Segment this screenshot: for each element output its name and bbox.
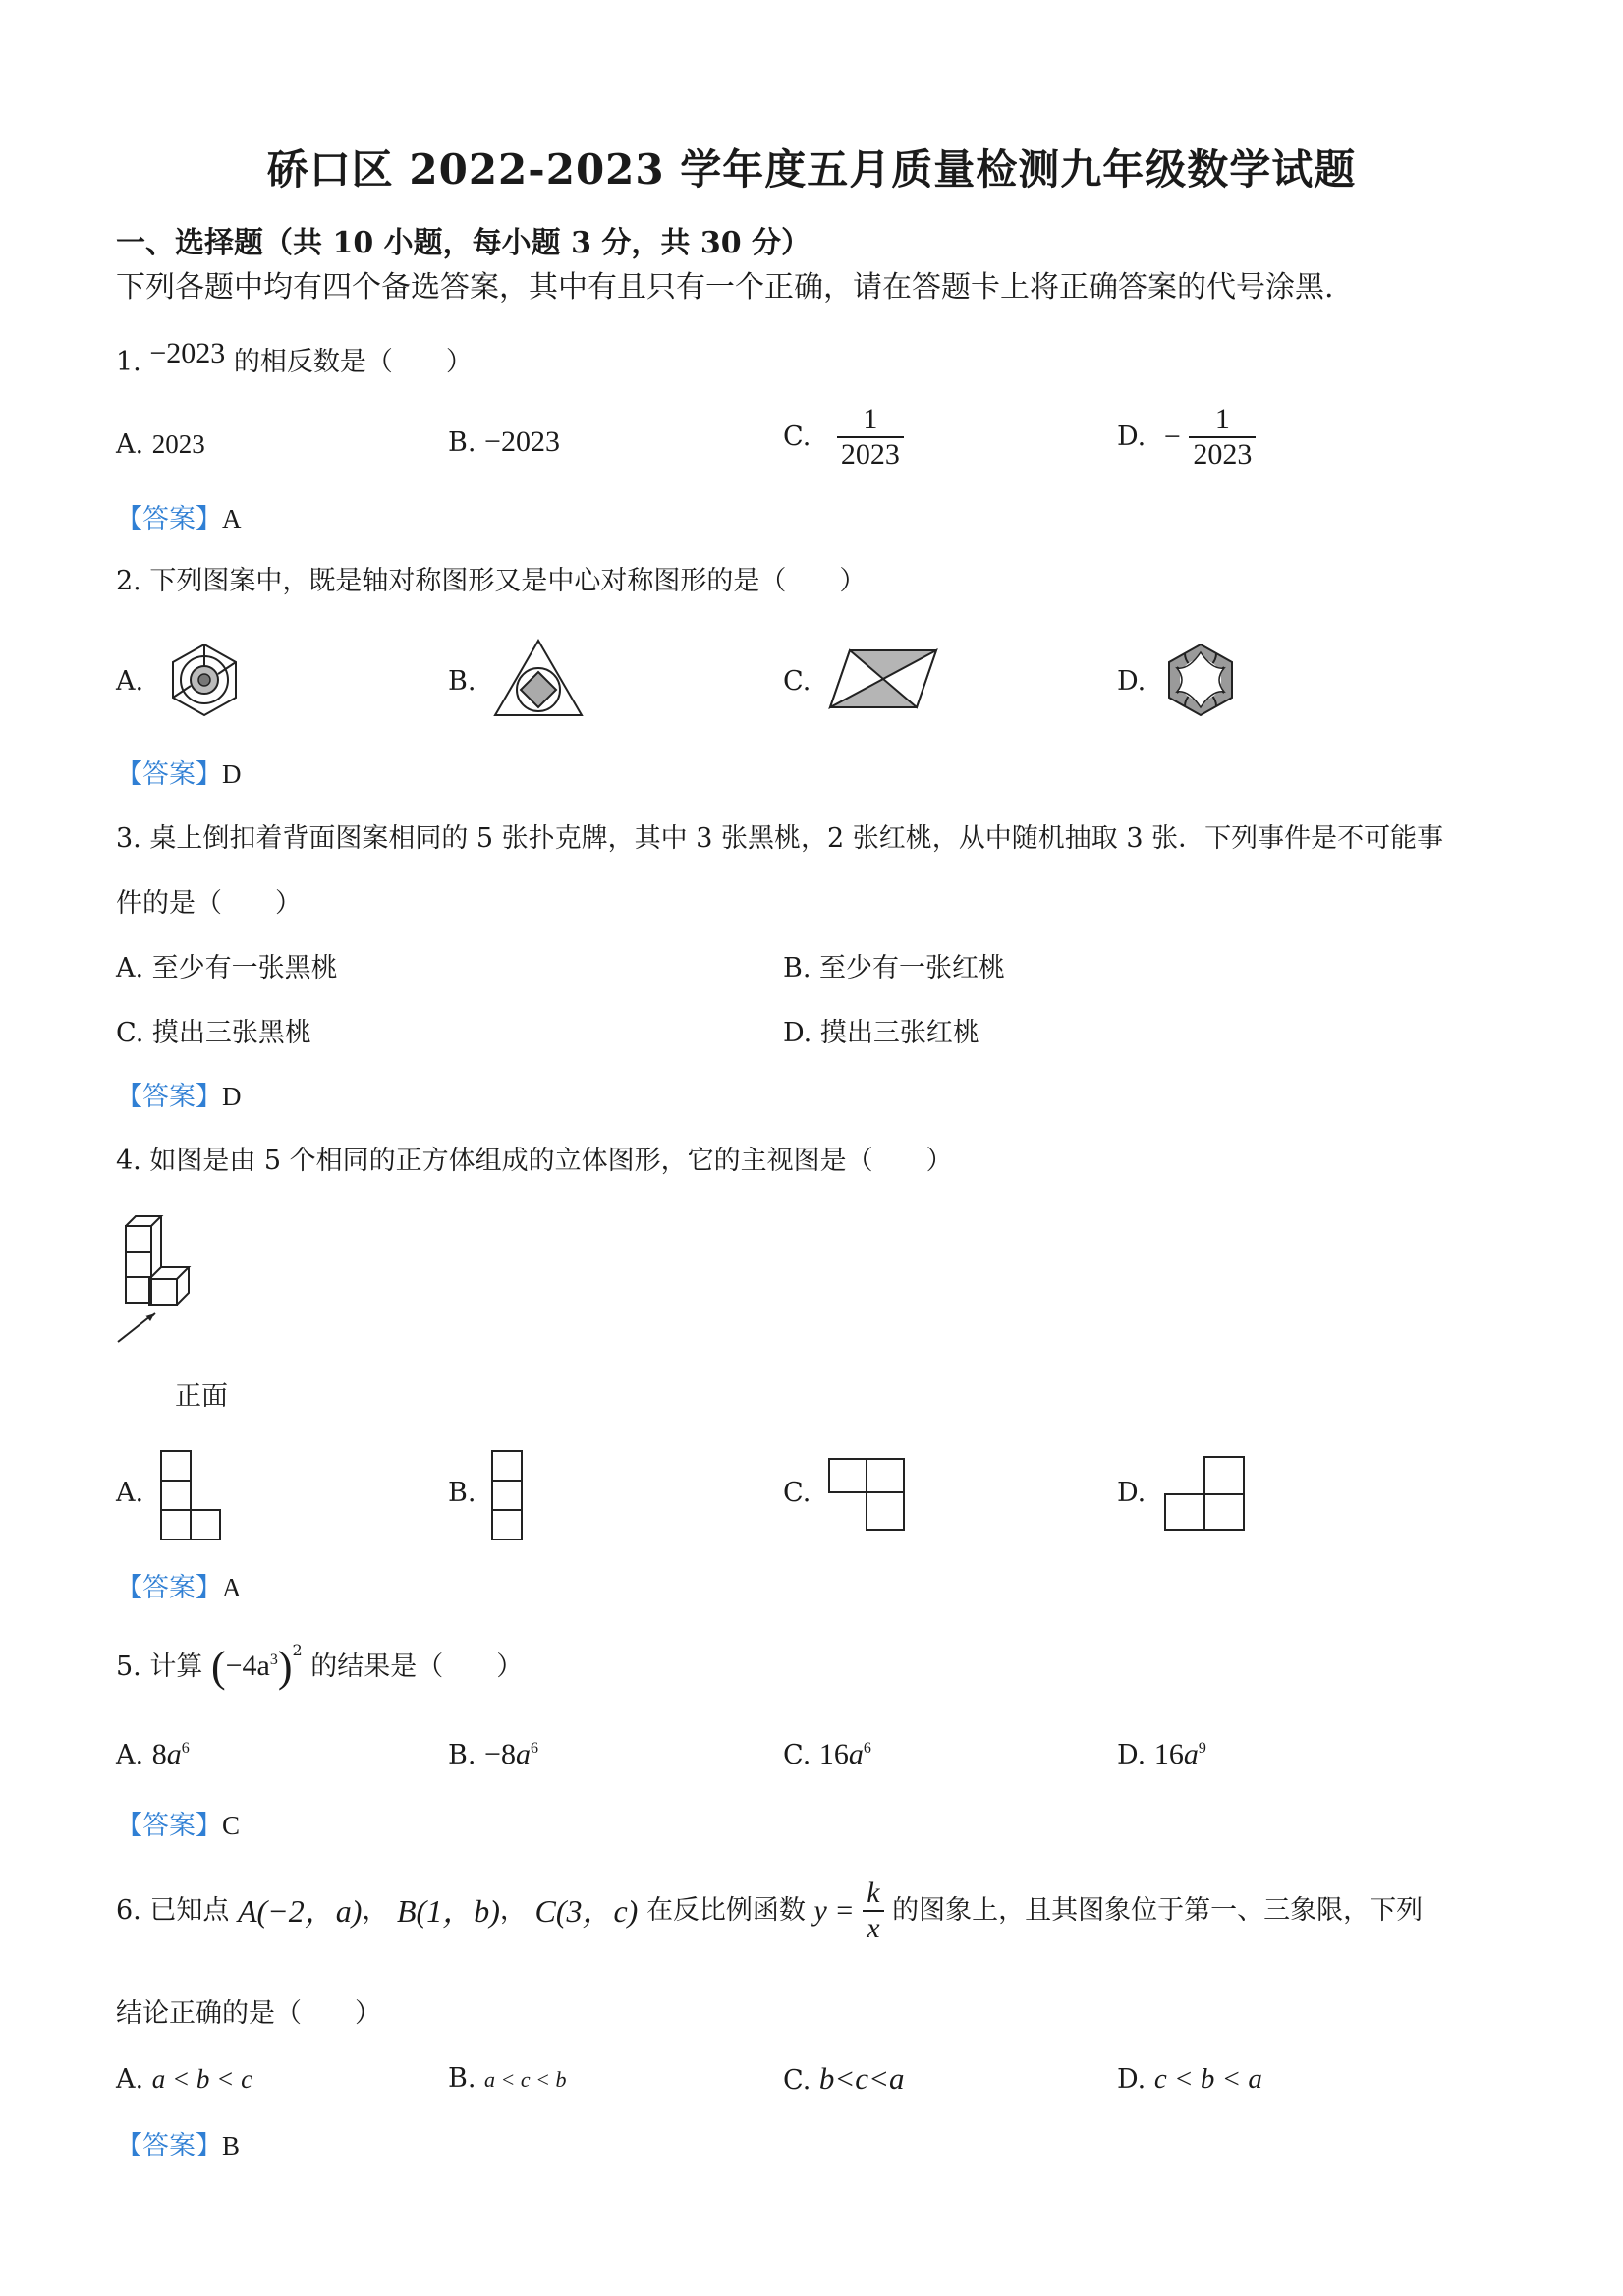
- q2-option-b-label[interactable]: B.: [448, 666, 476, 697]
- question-4-stem: 4. 如图是由 5 个相同的正方体组成的立体图形，它的主视图是（ ）: [116, 1146, 953, 1176]
- answer-value: C: [222, 1811, 241, 1840]
- q6-option-b[interactable]: [448, 2061, 567, 2098]
- answer-label: 【答案】: [116, 1082, 222, 1112]
- point-a: A(−2，a): [237, 1893, 363, 1929]
- fraction: [837, 403, 904, 472]
- right-paren: ): [277, 1643, 293, 1691]
- answer-value: D: [222, 759, 242, 789]
- q5-option-b[interactable]: [448, 1731, 538, 1773]
- q2-figure-c: [830, 648, 940, 709]
- option-label: A.: [116, 2064, 144, 2095]
- page-title: 硚口区 2022-2023 学年度五月质量检测九年级数学试题: [266, 145, 1357, 194]
- q5-answer: [116, 1808, 240, 1844]
- question-text: 5. 计算: [116, 1652, 203, 1682]
- option-value: 2023: [151, 429, 205, 459]
- q2-option-d-label[interactable]: D.: [1117, 666, 1147, 697]
- option-label: D.: [1117, 2064, 1147, 2095]
- variable: a: [1183, 1738, 1199, 1770]
- variable: a: [515, 1738, 531, 1770]
- q4-figure-c: [828, 1458, 907, 1533]
- q4-figure-a: [160, 1450, 223, 1540]
- q2-option-c-label[interactable]: C.: [783, 666, 812, 697]
- fraction-denominator: 2023: [1189, 436, 1256, 472]
- question-text: 的相反数是（ ）: [233, 347, 473, 377]
- option-label: C.: [783, 2065, 812, 2096]
- point-c: C(3，c): [534, 1893, 639, 1929]
- question-text-suffix: 的结果是（ ）: [310, 1652, 524, 1682]
- answer-label: 【答案】: [116, 1573, 222, 1603]
- q1-answer: [116, 501, 242, 537]
- fraction: [1189, 403, 1256, 472]
- fraction-denominator: x: [863, 1910, 883, 1945]
- answer-label: 【答案】: [116, 759, 222, 790]
- q6-option-a[interactable]: [116, 2061, 252, 2098]
- answer-value: B: [222, 2131, 241, 2160]
- question-2-stem: 2. 下列图案中，既是轴对称图形又是中心对称图形的是（ ）: [116, 566, 867, 596]
- q6-answer: [116, 2128, 240, 2164]
- point-b: B(1，b): [397, 1893, 500, 1929]
- q1-option-b[interactable]: [448, 424, 560, 461]
- math-base: [226, 1650, 278, 1682]
- function-lhs: y =: [813, 1894, 855, 1927]
- q3-option-c[interactable]: C. 摸出三张黑桃: [116, 1018, 311, 1048]
- answer-label: 【答案】: [116, 1811, 222, 1841]
- section-instruction: 下列各题中均有四个备选答案，其中有且只有一个正确，请在答题卡上将正确答案的代号涂黑.: [116, 270, 1334, 305]
- q2-answer: [116, 756, 242, 793]
- q1-option-d[interactable]: [1117, 403, 1256, 472]
- q6-option-d[interactable]: [1117, 2061, 1262, 2098]
- q3-option-b[interactable]: B. 至少有一张红桃: [783, 953, 1006, 983]
- fraction-numerator: 1: [1214, 403, 1230, 435]
- variable: a: [848, 1738, 864, 1770]
- option-label: C.: [783, 1740, 812, 1770]
- q3-answer: [116, 1079, 242, 1115]
- question-text-tail: 的图象上，且其图象位于第一、三象限，下列: [892, 1895, 1424, 1926]
- q4-option-a-label[interactable]: A.: [116, 1478, 144, 1508]
- q4-figure-b: [491, 1450, 525, 1540]
- question-6-stem-line2: 结论正确的是（ ）: [116, 1998, 381, 2029]
- question-3-stem-line1: 3. 桌上倒扣着背面图案相同的 5 张扑克牌，其中 3 张黑桃，2 张红桃，从中随机抽取 3 张．下列事件是不可能事: [116, 823, 1444, 854]
- question-number: 1.: [116, 347, 141, 377]
- option-label: B.: [448, 2063, 476, 2094]
- q3-option-d[interactable]: D. 摸出三张红桃: [783, 1018, 979, 1048]
- question-1-stem: [116, 337, 473, 380]
- q2-figure-d: [1161, 641, 1240, 719]
- option-value: a < b < c: [151, 2064, 253, 2094]
- separator: ，: [362, 1895, 389, 1926]
- q4-option-d-label[interactable]: D.: [1117, 1478, 1147, 1508]
- coefficient: 8: [151, 1738, 167, 1770]
- q2-figure-a: [165, 641, 244, 719]
- q5-option-c[interactable]: [783, 1731, 871, 1773]
- option-label: A.: [116, 429, 144, 460]
- coefficient: 16: [818, 1738, 849, 1770]
- fraction-numerator: 1: [863, 403, 878, 435]
- section-heading: 一、选择题（共 10 小题，每小题 3 分，共 30 分）: [116, 226, 812, 260]
- option-label: B.: [448, 1740, 476, 1770]
- answer-value: D: [222, 1082, 242, 1111]
- fraction-numerator: k: [867, 1876, 880, 1909]
- q4-option-b-label[interactable]: B.: [448, 1478, 476, 1508]
- fraction-denominator: 2023: [837, 436, 904, 472]
- option-label: A.: [116, 1740, 144, 1770]
- math-expression: −2023: [149, 337, 226, 369]
- q4-figure-d: [1162, 1456, 1247, 1533]
- exponent: 6: [181, 1740, 190, 1757]
- q4-option-c-label[interactable]: C.: [783, 1478, 812, 1508]
- option-value: b<c<a: [818, 2061, 905, 2096]
- minus-sign: −: [1163, 420, 1181, 453]
- answer-label: 【答案】: [116, 2131, 222, 2161]
- option-label: B.: [448, 427, 476, 458]
- question-6-stem-line1: [116, 1876, 1423, 1945]
- math-exponent: 3: [269, 1652, 278, 1668]
- option-value: c < b < a: [1153, 2063, 1262, 2095]
- option-label: C.: [783, 421, 812, 452]
- question-text: 6. 已知点: [116, 1895, 230, 1926]
- option-label: D.: [1117, 421, 1147, 452]
- exponent: 6: [530, 1740, 538, 1757]
- question-text-mid: 在反比例函数: [645, 1895, 806, 1926]
- option-label: D.: [1117, 1740, 1147, 1770]
- q2-option-a-label[interactable]: A.: [116, 666, 144, 697]
- q5-option-d[interactable]: [1117, 1731, 1206, 1773]
- coefficient: 16: [1153, 1738, 1184, 1770]
- question-3-stem-line2: 件的是（ ）: [116, 888, 302, 919]
- q2-figure-b: [491, 637, 586, 719]
- option-value: −2023: [484, 425, 560, 458]
- exponent: 9: [1198, 1740, 1206, 1757]
- q1-option-c[interactable]: [783, 403, 904, 472]
- coefficient: −8: [484, 1738, 516, 1770]
- q4-3d-figure: [116, 1214, 214, 1344]
- q5-option-a[interactable]: [116, 1731, 190, 1773]
- left-paren: (: [210, 1643, 226, 1691]
- q4-answer: [116, 1570, 242, 1606]
- q3-option-a[interactable]: A. 至少有一张黑桃: [116, 953, 338, 983]
- exponent: 6: [863, 1740, 871, 1757]
- answer-value: A: [222, 1573, 242, 1602]
- q1-option-a[interactable]: [116, 426, 205, 463]
- answer-value: A: [222, 504, 242, 533]
- math-term: −4a: [225, 1650, 270, 1682]
- function-fraction: [863, 1876, 883, 1945]
- question-5-stem: [116, 1641, 524, 1691]
- q4-figure-label: 正面: [175, 1381, 228, 1412]
- answer-label: 【答案】: [116, 504, 222, 534]
- q6-option-c[interactable]: [783, 2061, 904, 2099]
- variable: a: [166, 1738, 182, 1770]
- math-outer-exponent: 2: [292, 1641, 303, 1659]
- option-value: a < c < b: [484, 2067, 567, 2092]
- separator: ，: [499, 1895, 527, 1926]
